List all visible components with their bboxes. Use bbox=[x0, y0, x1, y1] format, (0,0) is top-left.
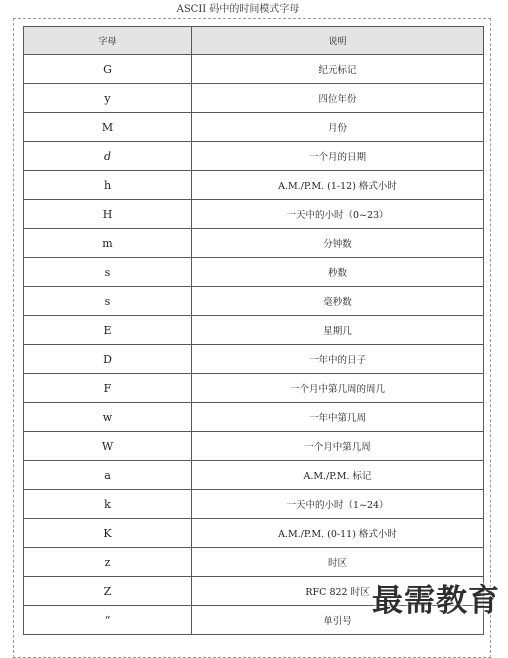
pattern-description: 四位年份 bbox=[192, 84, 484, 113]
pattern-letter: “ bbox=[24, 606, 192, 635]
pattern-description: A.M./P.M. (0-11) 格式小时 bbox=[192, 519, 484, 548]
table-row bbox=[24, 316, 484, 345]
table-row bbox=[24, 287, 484, 316]
pattern-description: 时区 bbox=[192, 548, 484, 577]
table-row bbox=[24, 345, 484, 374]
table-row bbox=[24, 403, 484, 432]
pattern-letter: F bbox=[24, 374, 192, 403]
pattern-letter: m bbox=[24, 229, 192, 258]
pattern-description: 一个月的日期 bbox=[192, 142, 484, 171]
table-header-row bbox=[24, 27, 484, 55]
pattern-letter: M bbox=[24, 113, 192, 142]
pattern-description: 纪元标记 bbox=[192, 55, 484, 84]
pattern-description: 一年中第几周 bbox=[192, 403, 484, 432]
pattern-description: RFC 822 时区 bbox=[192, 577, 484, 606]
table-row bbox=[24, 519, 484, 548]
pattern-description: A.M./P.M. 标记 bbox=[192, 461, 484, 490]
table-row bbox=[24, 461, 484, 490]
table-row bbox=[24, 374, 484, 403]
pattern-description: 星期几 bbox=[192, 316, 484, 345]
pattern-letter: y bbox=[24, 84, 192, 113]
pattern-description: 毫秒数 bbox=[192, 287, 484, 316]
table-row bbox=[24, 229, 484, 258]
table-row bbox=[24, 55, 484, 84]
table-row bbox=[24, 490, 484, 519]
pattern-letter: z bbox=[24, 548, 192, 577]
time-pattern-table bbox=[23, 26, 484, 635]
header-letter: 字母 bbox=[24, 27, 192, 55]
pattern-description: 一个月中第几周 bbox=[192, 432, 484, 461]
table-row bbox=[24, 548, 484, 577]
pattern-letter: w bbox=[24, 403, 192, 432]
table-row bbox=[24, 84, 484, 113]
pattern-letter: s bbox=[24, 287, 192, 316]
table-row bbox=[24, 142, 484, 171]
table-caption: ASCII 码中的时间模式字母 bbox=[176, 4, 300, 15]
pattern-letter: s bbox=[24, 258, 192, 287]
pattern-description: 一天中的小时（0~23） bbox=[192, 200, 484, 229]
pattern-letter: H bbox=[24, 200, 192, 229]
table-row bbox=[24, 258, 484, 287]
header-description: 说明 bbox=[192, 27, 484, 55]
table-row bbox=[24, 171, 484, 200]
pattern-description: 一天中的小时（1~24） bbox=[192, 490, 484, 519]
pattern-letter: k bbox=[24, 490, 192, 519]
pattern-description: 秒数 bbox=[192, 258, 484, 287]
pattern-letter: a bbox=[24, 461, 192, 490]
pattern-description: 一个月中第几周的周几 bbox=[192, 374, 484, 403]
pattern-description: A.M./P.M. (1-12) 格式小时 bbox=[192, 171, 484, 200]
pattern-letter: D bbox=[24, 345, 192, 374]
pattern-letter: G bbox=[24, 55, 192, 84]
pattern-letter: h bbox=[24, 171, 192, 200]
table-row bbox=[24, 113, 484, 142]
table-row bbox=[24, 432, 484, 461]
pattern-letter: d bbox=[24, 142, 192, 171]
pattern-letter: W bbox=[24, 432, 192, 461]
pattern-description: 单引号 bbox=[192, 606, 484, 635]
pattern-letter: Z bbox=[24, 577, 192, 606]
pattern-description: 一年中的日子 bbox=[192, 345, 484, 374]
pattern-letter: E bbox=[24, 316, 192, 345]
pattern-description: 月份 bbox=[192, 113, 484, 142]
pattern-letter: K bbox=[24, 519, 192, 548]
pattern-description: 分钟数 bbox=[192, 229, 484, 258]
watermark-logo: 最需教育 bbox=[372, 583, 500, 619]
table-row bbox=[24, 200, 484, 229]
